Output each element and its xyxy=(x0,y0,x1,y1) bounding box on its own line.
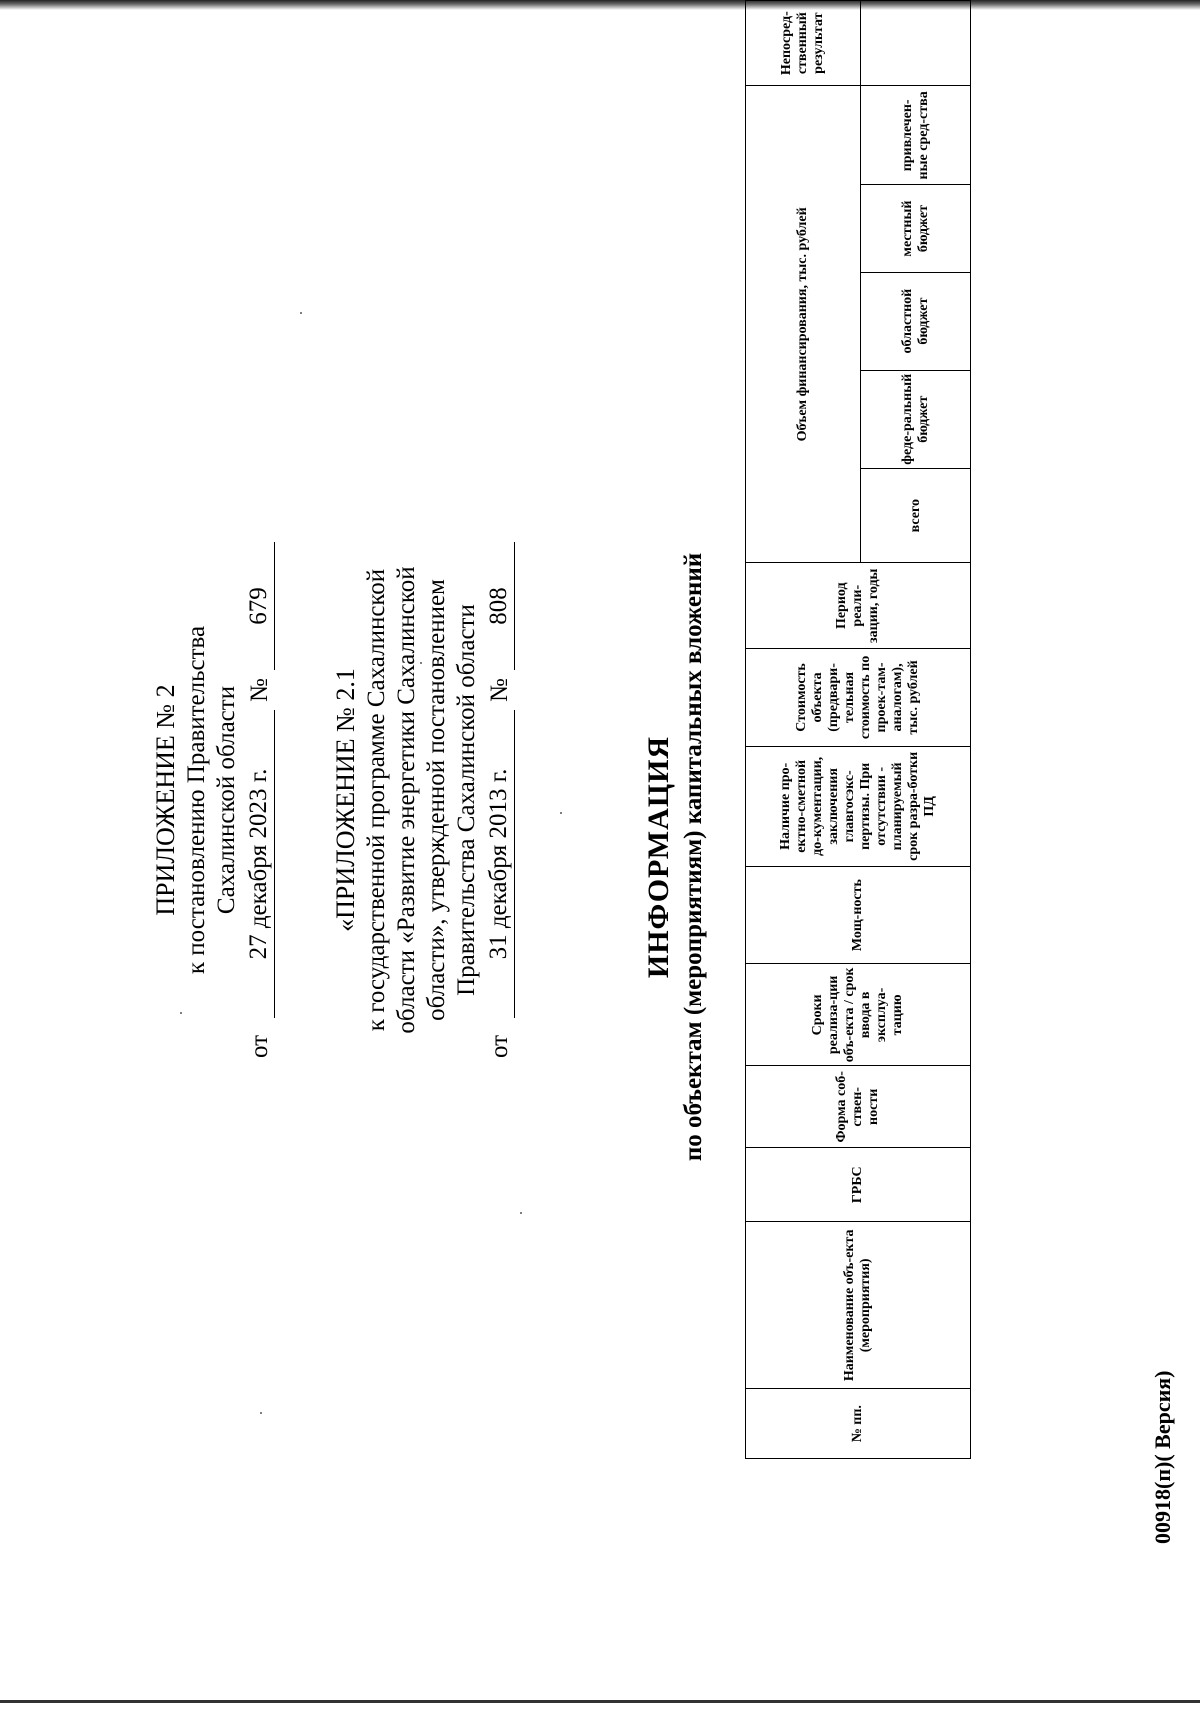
header-name: Наименование объ-екта (мероприятия) xyxy=(746,1222,971,1389)
from-label: от xyxy=(486,1034,513,1058)
document-heading xyxy=(640,0,710,1714)
subheader-attracted: привлечен-ные сред-ства xyxy=(861,86,971,185)
scan-speck xyxy=(300,312,302,314)
appendix-2-1-number: 808 xyxy=(484,542,515,670)
appendix-2-block xyxy=(150,520,275,1080)
appendix-2-title: ПРИЛОЖЕНИЕ № 2 xyxy=(151,684,180,916)
header-period: Период реали-зации, годы xyxy=(746,563,971,649)
appendix-2-line1: к постановлению Правительства xyxy=(183,625,210,975)
header-ownership: Форма соб-ствен-ности xyxy=(746,1066,971,1148)
header-funding: Объем финансирования, тыс. рублей xyxy=(746,86,861,563)
header-cost: Стоимость объекта (предвари-тельная стоимость по проек-там-аналогам), тыс. рублей xyxy=(746,649,971,747)
appendix-2-1-line4: Правительства Сахалинской области xyxy=(453,604,480,996)
capital-investments-table xyxy=(745,0,971,1459)
header-design-docs: Наличие про-ектно-сметной до-кументации, заключения главгосэкс-пертизы. При отсутствии - планируемый срок разра-ботки ПД xyxy=(746,746,971,866)
scan-speck xyxy=(260,1412,262,1414)
appendix-2-line2: Сахалинской области xyxy=(213,685,240,915)
scan-speck xyxy=(420,662,422,664)
header-grbs: ГРБС xyxy=(746,1148,971,1222)
number-sign: № xyxy=(486,678,513,702)
header-capacity: Мощ-ность xyxy=(746,866,971,963)
subheader-local: местный бюджет xyxy=(861,185,971,272)
appendix-2-date: 27 декабря 2023 г. xyxy=(244,710,275,1018)
appendix-2-1-line2: области «Развитие энергетики Сахалинской xyxy=(393,566,420,1034)
scan-speck xyxy=(180,1012,182,1014)
result-empty-cell xyxy=(861,1,971,86)
appendix-2-1-line3: области», утвержденной постановлением xyxy=(423,579,450,1021)
scan-speck xyxy=(520,1212,522,1214)
document-title: ИНФОРМАЦИЯ xyxy=(642,735,675,979)
subheader-total: всего xyxy=(861,468,971,562)
scan-speck xyxy=(560,812,562,814)
document-subtitle: по объектам (мероприятиям) капитальных вложений xyxy=(680,552,707,1162)
header-terms: Сроки реализа-ции объ-екта / срок ввода в эксплуа-тацию xyxy=(746,964,971,1066)
header-no: № пп. xyxy=(746,1389,971,1459)
appendix-2-1-line1: к государственной программе Сахалинской xyxy=(363,568,390,1032)
appendix-2-number: 679 xyxy=(244,542,275,670)
appendix-2-date-line xyxy=(244,520,275,1080)
subheader-federal: феде-ральный бюджет xyxy=(861,370,971,468)
subheader-regional: областной бюджет xyxy=(861,272,971,370)
appendix-2-1-title: «ПРИЛОЖЕНИЕ № 2.1 xyxy=(331,668,360,932)
from-label: от xyxy=(246,1034,273,1058)
footer-version: 00918(п)( Версия) xyxy=(1150,1370,1175,1544)
appendix-2-1-date: 31 декабря 2013 г. xyxy=(484,710,515,1018)
header-result: Непосред-ственный результат xyxy=(746,1,861,86)
appendix-2-1-date-line xyxy=(484,520,515,1080)
number-sign: № xyxy=(246,678,273,702)
appendix-2-1-block xyxy=(330,520,515,1080)
